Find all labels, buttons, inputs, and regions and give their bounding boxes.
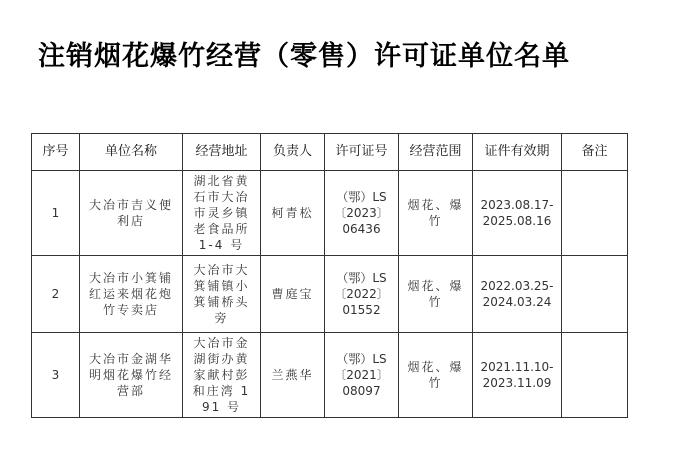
cell-validity: 2021.11.10-2023.11.09 xyxy=(473,333,562,418)
cell-person: 兰燕华 xyxy=(261,333,325,418)
table-row xyxy=(32,256,628,333)
table-row xyxy=(32,171,628,256)
cell-name: 大冶市小箕铺红运来烟花炮竹专卖店 xyxy=(80,256,183,333)
revoked-license-table xyxy=(31,133,628,418)
cell-remark xyxy=(562,171,628,256)
column-header-address: 经营地址 xyxy=(183,134,261,171)
column-header-remark: 备注 xyxy=(562,134,628,171)
column-header-no: 序号 xyxy=(32,134,80,171)
cell-no: 1 xyxy=(32,171,80,256)
table-header-row xyxy=(32,134,628,171)
cell-license: （鄂）LS〔2021〕08097 xyxy=(325,333,399,418)
cell-name: 大冶市金湖华明烟花爆竹经营部 xyxy=(80,333,183,418)
column-header-validity: 证件有效期 xyxy=(473,134,562,171)
cell-address: 湖北省黄石市大冶市灵乡镇老食品所 1-4 号 xyxy=(183,171,261,256)
cell-scope: 烟花、爆竹 xyxy=(399,171,473,256)
column-header-name: 单位名称 xyxy=(80,134,183,171)
cell-name: 大冶市吉义便利店 xyxy=(80,171,183,256)
cell-scope: 烟花、爆竹 xyxy=(399,256,473,333)
cell-validity: 2023.08.17-2025.08.16 xyxy=(473,171,562,256)
cell-remark xyxy=(562,256,628,333)
table-row xyxy=(32,333,628,418)
column-header-license: 许可证号 xyxy=(325,134,399,171)
cell-validity: 2022.03.25-2024.03.24 xyxy=(473,256,562,333)
cell-person: 曹庭宝 xyxy=(261,256,325,333)
cell-no: 2 xyxy=(32,256,80,333)
cell-license: （鄂）LS〔2023〕06436 xyxy=(325,171,399,256)
column-header-scope: 经营范围 xyxy=(399,134,473,171)
cell-no: 3 xyxy=(32,333,80,418)
column-header-person: 负责人 xyxy=(261,134,325,171)
cell-license: （鄂）LS〔2022〕01552 xyxy=(325,256,399,333)
cell-address: 大冶市大箕铺镇小箕铺桥头旁 xyxy=(183,256,261,333)
cell-address: 大冶市金湖街办黄家献村彭和庄湾 191 号 xyxy=(183,333,261,418)
cell-remark xyxy=(562,333,628,418)
cell-person: 柯青松 xyxy=(261,171,325,256)
page-title: 注销烟花爆竹经营（零售）许可证单位名单 xyxy=(38,41,570,72)
cell-scope: 烟花、爆竹 xyxy=(399,333,473,418)
